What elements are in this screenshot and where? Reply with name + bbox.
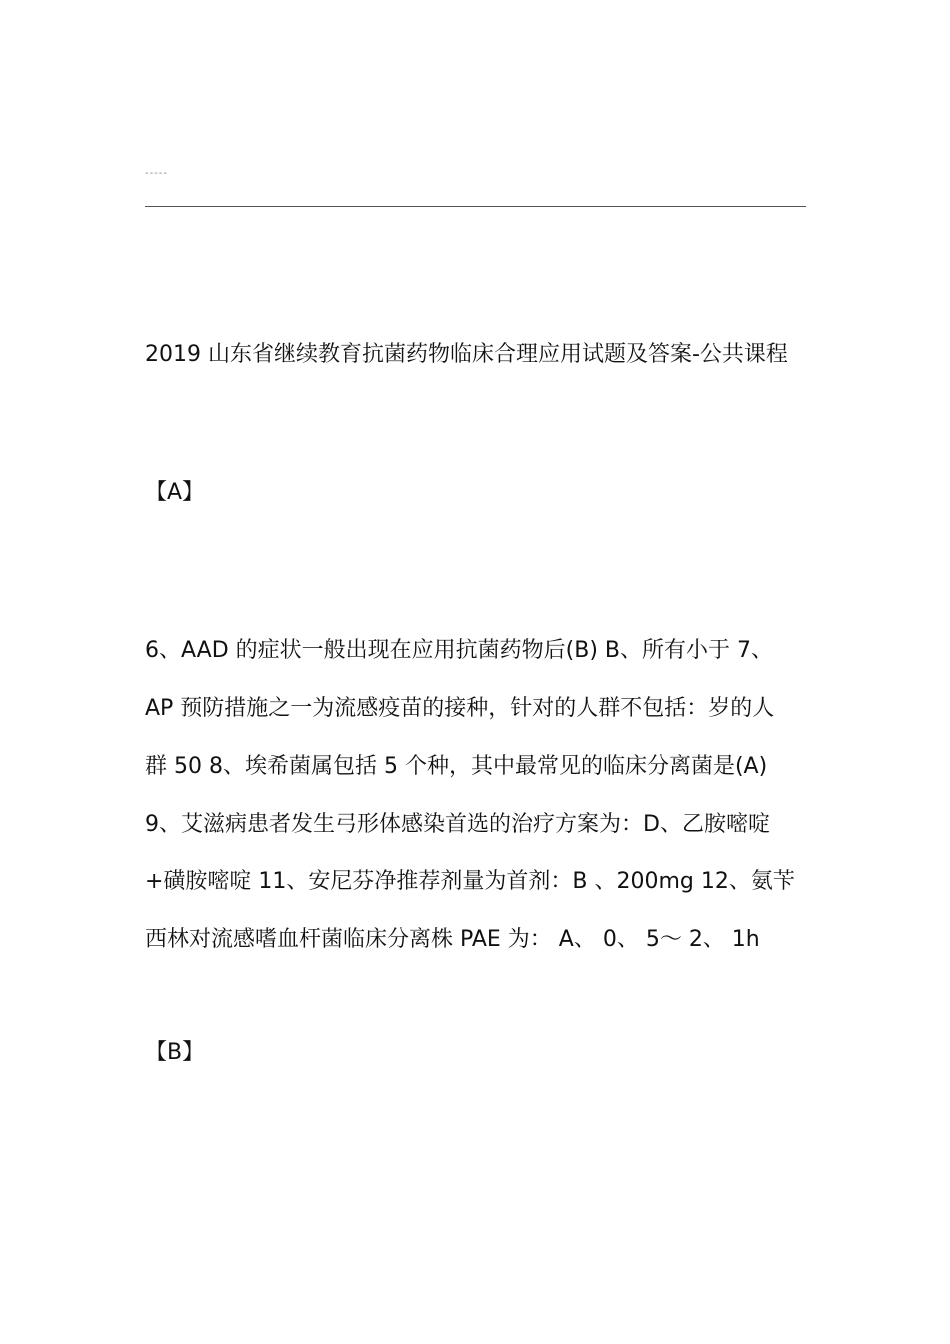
body-line: 西林对流感嗜血杆菌临床分离株 PAE 为： A、 0、 5～ 2、 1h [145,927,760,952]
header-mark: ----- [145,168,169,179]
body-line: +磺胺嘧啶 11、安尼芬净推荐剂量为首剂：B 、200mg 12、氨苄 [145,869,795,894]
body-line: AP 预防措施之一为流感疫苗的接种，针对的人群不包括：岁的人 [145,696,775,721]
header-rule [145,206,806,207]
body-line: 群 50 8、埃希菌属包括 5 个种，其中最常见的临床分离菌是(A) [145,754,768,779]
section-b-label: 【B】 [145,1040,205,1065]
section-a-label: 【A】 [145,480,205,505]
body-line: 9、艾滋病患者发生弓形体感染首选的治疗方案为：D、乙胺嘧啶 [145,812,770,837]
body-line: 6、AAD 的症状一般出现在应用抗菌药物后(B) B、所有小于 7、 [145,638,773,663]
document-title: 2019 山东省继续教育抗菌药物临床合理应用试题及答案-公共课程 [145,342,788,367]
